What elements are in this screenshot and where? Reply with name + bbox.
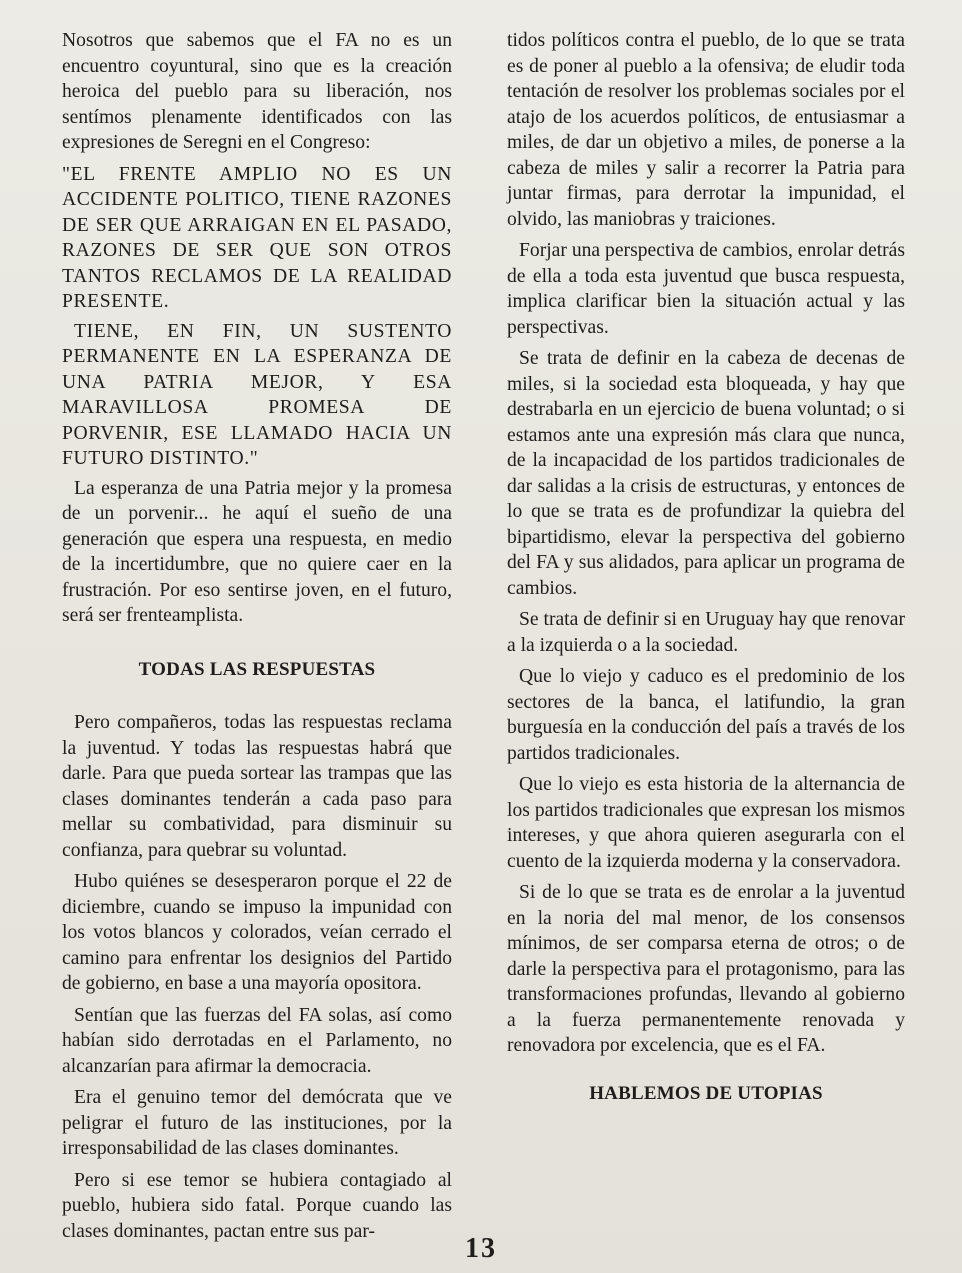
paragraph: Sentían que las fuerzas del FA solas, así como habían sido derrotadas en el Parlamento, no alcanzarían para afirmar la democracia. — [62, 1004, 452, 1077]
paragraph: Se trata de definir si en Uruguay hay que renovar a la izquierda o a la sociedad. — [507, 609, 905, 656]
paragraph: Era el genuino temor del demócrata que ve peligrar el futuro de las instituciones, por la irresponsabilidad de las clases dominantes. — [62, 1087, 452, 1159]
quote-paragraph: "EL FRENTE AMPLIO NO ES UN ACCIDENTE POLITICO, TIENE RAZONES DE SER QUE ARRAIGAN EN EL PASADO, RAZONES DE SER QUE SON OTROS TANTOS RECLAMOS DE LA REALIDAD PRESENTE. — [62, 163, 452, 312]
paragraph: La esperanza de una Patria mejor y la promesa de un porvenir... he aquí el sueño de una generación que espera una respuesta, en medio de la incertidumbre, que no quiere caer en la frustración. Por eso sentirse joven, en el futuro, será ser frenteamplista. — [62, 477, 452, 626]
paragraph: Pero compañeros, todas las respuestas reclama la juventud. Y todas las respuestas habrá que darle. Para que pueda sortear las trampas que las clases dominantes tenderán a cada paso para mellar su combatividad, para disminuir su confianza, para quebrar su voluntad. — [62, 712, 452, 861]
paragraph: Hubo quiénes se desesperaron porque el 22 de diciembre, cuando se impuso la impunidad con los votos blancos y colorados, veían cerrado el camino para enfrentar los designios del Partido de gobierno, en base a una mayoría opositora. — [62, 871, 452, 994]
paragraph: Si de lo que se trata es de enrolar a la juventud en la noria del mal menor, de los consensos mínimos, de ser comparsa eterna de otros; o de darle la perspectiva para el protagonismo, para las transformaciones profundas, llevando al gobierno a la fuerza permanentemente renovada y renovadora por excelencia, que es el FA. — [507, 882, 905, 1056]
quote-paragraph: TIENE, EN FIN, UN SUSTENTO PERMANENTE EN LA ESPERANZA DE UNA PATRIA MEJOR, Y ESA MARAVILLOSA PROMESA DE PORVENIR, ESE LLAMADO HACIA UN FUTURO DISTINTO." — [62, 320, 452, 469]
paragraph: Que lo viejo es esta historia de la alternancia de los partidos tradicionales que expresan los mismos intereses, y que ahora quieren asegurarla con el cuento de la izquierda moderna y la conservadora. — [507, 774, 905, 872]
section-heading: HABLEMOS DE UTOPIAS — [589, 1082, 823, 1104]
page-number: 13 — [465, 1233, 497, 1264]
paragraph: Se trata de definir en la cabeza de decenas de miles, si la sociedad esta bloqueada, y hay que destrabarla en un ejercicio de buena voluntad; o si estamos ante una expresión más clara que nunca, de la incapacidad de los partidos tradicionales de dar salidas a la crisis de estructuras, y entonces de lo que se trata es de profundizar la quiebra del bipartidismo, elevar la perspectiva del gobierno del FA y sus alidados, para aplicar un programa de cambios. — [507, 348, 905, 599]
paragraph: Forjar una perspectiva de cambios, enrolar detrás de ella a toda esta juventud que busca respuesta, implica clarificar bien la situación actual y las perspectivas. — [507, 240, 905, 338]
right-column — [507, 28, 905, 1134]
paragraph: Nosotros que sabemos que el FA no es un encuentro coyuntural, sino que es la creación heroica del pueblo para su liberación, nos sentímos plenamente identificados con las expresiones de Seregni en el Congreso: — [62, 30, 452, 153]
paragraph: Que lo viejo y caduco es el predominio de los sectores de la banca, el latifundio, la gran burguesía en la conducción del país a través de los partidos tradicionales. — [507, 666, 905, 764]
paragraph: tidos políticos contra el pueblo, de lo que se trata es de poner al pueblo a la ofensiva; de eludir toda tentación de resolver los problemas sociales por el atajo de los acuerdos políticos, de entusiasmar a miles, de dar un objetivo a miles, de ponerse a la cabeza de miles y salir a recorrer la Patria para juntar firmas, para derrotar la impunidad, el olvido, las maniobras y traiciones. — [507, 30, 905, 230]
section-heading: TODAS LAS RESPUESTAS — [138, 658, 376, 680]
left-column — [62, 28, 452, 1250]
paragraph: Pero si ese temor se hubiera contagiado al pueblo, hubiera sido fatal. Porque cuando las clases dominantes, pactan entre sus par- — [62, 1169, 452, 1242]
